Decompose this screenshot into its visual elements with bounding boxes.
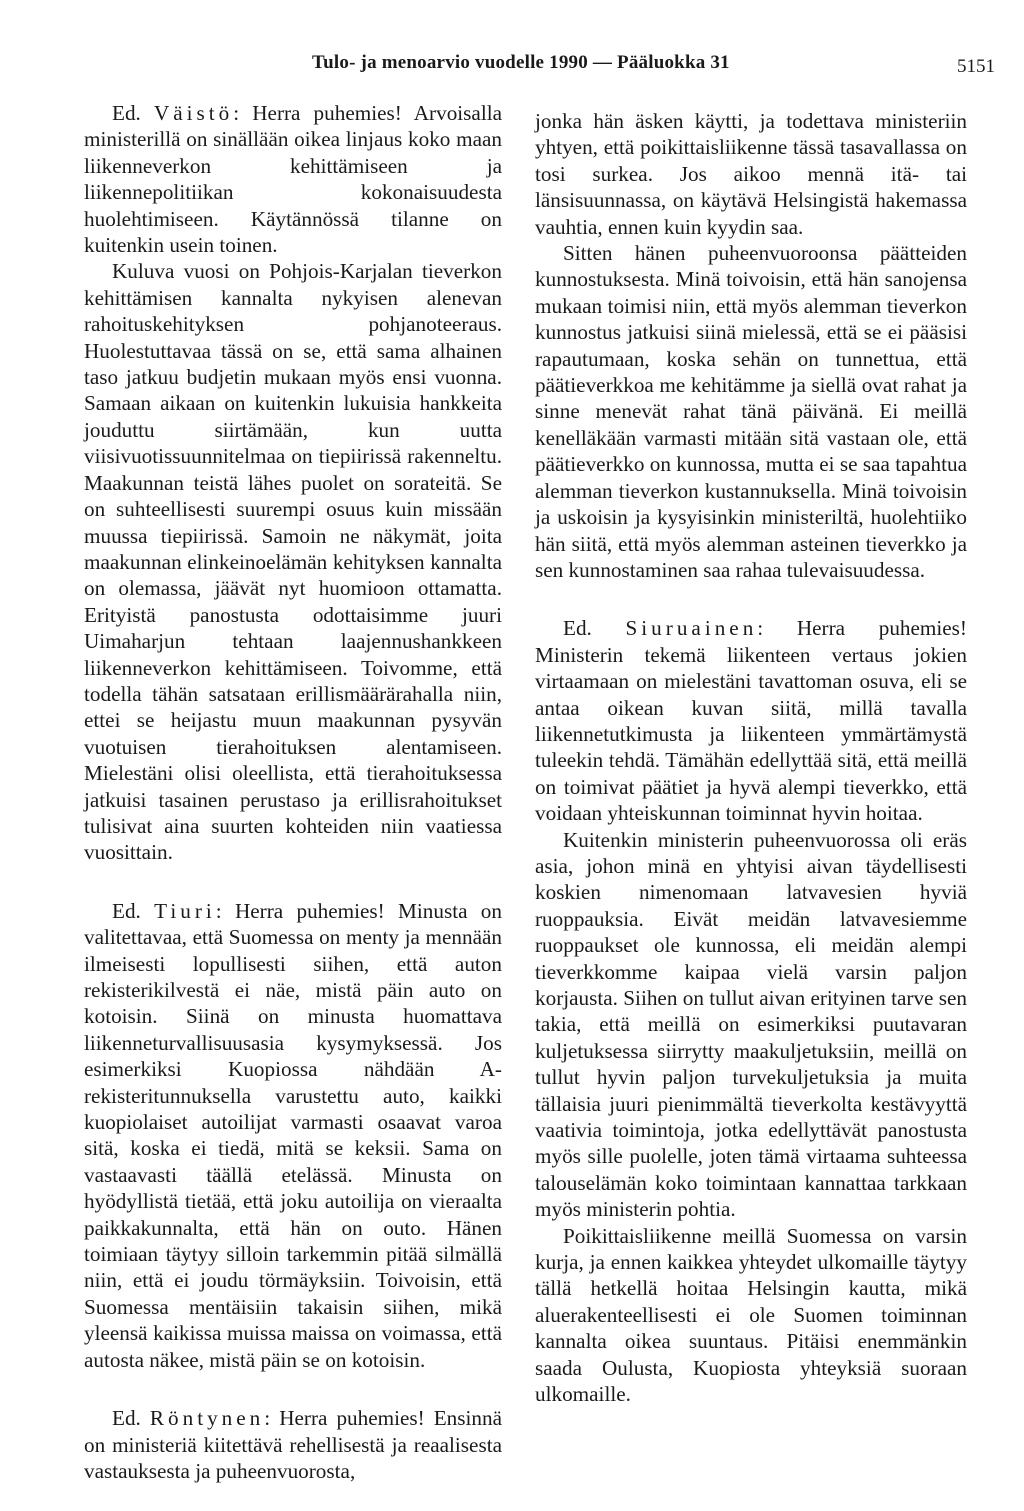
- paragraph: Poikittaisliikenne meillä Suomessa on varsin kurja, ja ennen kaikkea yhteydet ulkomaille täytyy tällä hetkellä hoitaa Helsingin kautta, mikä aluerakenteellisesti ei ole Suomen toiminnan kannalta oikea suuntaus. Pitäisi enemmänkin saada Oulusta, Kuopiosta yhteyksiä suoraan ulkomaille.: [535, 1223, 967, 1407]
- speech-rontynen: [84, 1405, 502, 1484]
- speaker-prefix: Ed.: [112, 1406, 150, 1431]
- paragraph: Kuluva vuosi on Pohjois-Karjalan tieverkon kehittämisen kannalta nykyisen alenevan rahoituskehityksen pohjanoteeraus. Huolestuttavaa tässä on se, että sama alhainen taso jatkuu budjetin mukaan myös ensi vuonna. Samaan aikaan on kuitenkin lukuisia hankkeita jouduttu siirtämään, kun uutta viisivuotissuunnitelmaa on tiepiirissä rakenneltu. Maakunnan teistä lähes puolet on sorateitä. Se on suhteellisesti suurempi osuus kuin missään muussa tiepiirissä. Samoin ne näkymät, joita maakunnan elinkeinoelämän kehityksen kannalta on olemassa, jäävät nyt huomioon ottamatta. Erityistä panostusta odottaisimme juuri Uimaharjun tehtaan laajennushankkeen liikenneverkon kehittämiseen. Toivomme, että todella tähän satsataan erillismäärärahalla niin, ettei se heijastu muun maakunnan pysyvän vuotuisen tierahoituksen alentamiseen. Mielestäni olisi oleellista, että tierahoituksessa jatkuisi tasainen perustaso ja erillisrahoitukset tulisivat aina suurten kohteiden niin vaatiessa vuosittain.: [84, 259, 502, 865]
- speaker-prefix: Ed.: [112, 898, 155, 923]
- speaker-prefix: Ed.: [563, 616, 626, 641]
- speech-vaisto: [84, 100, 502, 258]
- speech-text: : Herra puhemies! Minusta on valitettavaa, että Suomessa on menty ja mennään ilmeisesti lopullisesti siihen, että auton rekisterikilvestä ei näe, mistä päin auto on kotoisin. Siinä on minusta huomattava liikenneturvallisuusasia kysymyksessä. Jos esimerkiksi Kuopiossa nähdään A-rekisteritunnuksella varustettu auto, kaikki kuopiolaiset autoilijat varmasti osaavat varoa sitä, koska ei tiedä, mitä se keksii. Sama on vastaavasti täällä etelässä. Minusta on hyödyllistä tietää, että joku autoilija on vieraalta paikkakunnalta, että hän on outo. Hänen toimiaan täytyy silloin tarkemmin pitää silmällä niin, että ei joudu törmäyksiin. Toivoisin, että Suomessa mentäisiin takaisin siihen, mikä yleensä kaikissa muissa maissa on voimassa, että autosta näkee, mistä päin se on kotoisin.: [84, 898, 502, 1372]
- page-number: 5151: [957, 56, 995, 77]
- speaker-name: Röntynen: [149, 1406, 265, 1431]
- running-title: Tulo- ja menoarvio vuodelle 1990 — Pääluokka 31: [312, 52, 730, 73]
- speech-text: : Herra puhemies! Ensinnä on ministeriä kiitettävä rehellisestä ja reaalisesta vastauksesta ja puheenvuorosta,: [84, 1406, 502, 1483]
- speech-tiuri: [84, 898, 502, 1373]
- page-header: [0, 52, 1024, 82]
- speaker-name: Tiuri: [154, 898, 216, 923]
- paragraph: Sitten hänen puheenvuoroonsa päätteiden kunnostuksesta. Minä toivoisin, että hän sanojensa mukaan toimisi niin, että myös alemman tieverkon kunnostus jatkuisi siinä mielessä, että se ei pääsisi rapautumaan, koska sehän on tunnettua, että päätieverkkoa me kehitämme ja siellä ovat rahat ja sinne menevät rahat tänä päivänä. Ei meillä kenelläkään varmasti mitään sitä vastaan ole, että päätieverkko on kunnossa, mutta ei se saa tapahtua alemman tieverkon kustannuksella. Minä toivoisin ja uskoisin ja kysyisinkin ministeriltä, huolehtiiko hän siitä, että myös alemman asteinen tieverkko ja sen kunnostaminen saa rahaa tulevaisuudessa.: [535, 241, 967, 582]
- paragraph-continuation: jonka hän äsken käytti, ja todettava ministeriin yhtyen, että poikittaisliikenne tässä tasavallassa on tosi surkea. Jos aikoo mennä itä- tai länsisuunnassa, on käytävä Helsingistä hakemassa vauhtia, ennen kuin kyydin saa.: [535, 109, 967, 239]
- left-column: [84, 100, 502, 1484]
- speech-text: : Herra puhemies! Arvoisalla ministerillä on sinällään oikea linjaus koko maan liikenneverkon kehittämiseen ja liikennepolitiikan kokonaisuudesta huolehtimiseen. Käytännössä tilanne on kuitenkin usein toinen.: [84, 101, 502, 258]
- speaker-prefix: Ed.: [112, 101, 154, 125]
- right-column: [535, 108, 967, 1408]
- speech-siuruainen: [535, 615, 967, 826]
- speaker-name: Siuruainen: [625, 616, 758, 641]
- paragraph: Kuitenkin ministerin puheenvuorossa oli eräs asia, johon minä en yhtyisi aivan täydellisesti koskien nimenomaan latvavesien hyviä ruoppauksia. Eivät meidän latvavesiemme ruoppaukset ole kunnossa, eli meidän alempi tieverkkomme kaipaa vielä varsin paljon korjausta. Siihen on tullut aivan erityinen tarve sen takia, että meillä on esimerkiksi puutavaran kuljetuksessa siirrytty maakuljetuksiin, meillä on tullut hyvin paljon turvekuljetuksia ja muita tällaisia juuri pienimmältä tieverkolta kestävyyttä vaativia toimintoja, jotka edellyttävät panostusta myös sille puolelle, joten tämä virtaama suhteessa talouselämän koko toimintaan kannattaa tarkkaan myös ministerin pohtia.: [535, 827, 967, 1222]
- speaker-name: Väistö: [153, 101, 234, 125]
- speech-text: : Herra puhemies! Ministerin tekemä liikenteen vertaus jokien virtaamaan on mielestäni tavattoman osuva, eli se antaa oikean kuvan siitä, millä tavalla liikennetutkimusta ja liikenteen ymmärtämystä tuleekin tehdä. Tämähän edellyttää sitä, että meillä on toimivat päätiet ja hyvä alempi tieverkko, että voidaan yhteiskunnan toiminnat hyvin hoitaa.: [535, 616, 967, 826]
